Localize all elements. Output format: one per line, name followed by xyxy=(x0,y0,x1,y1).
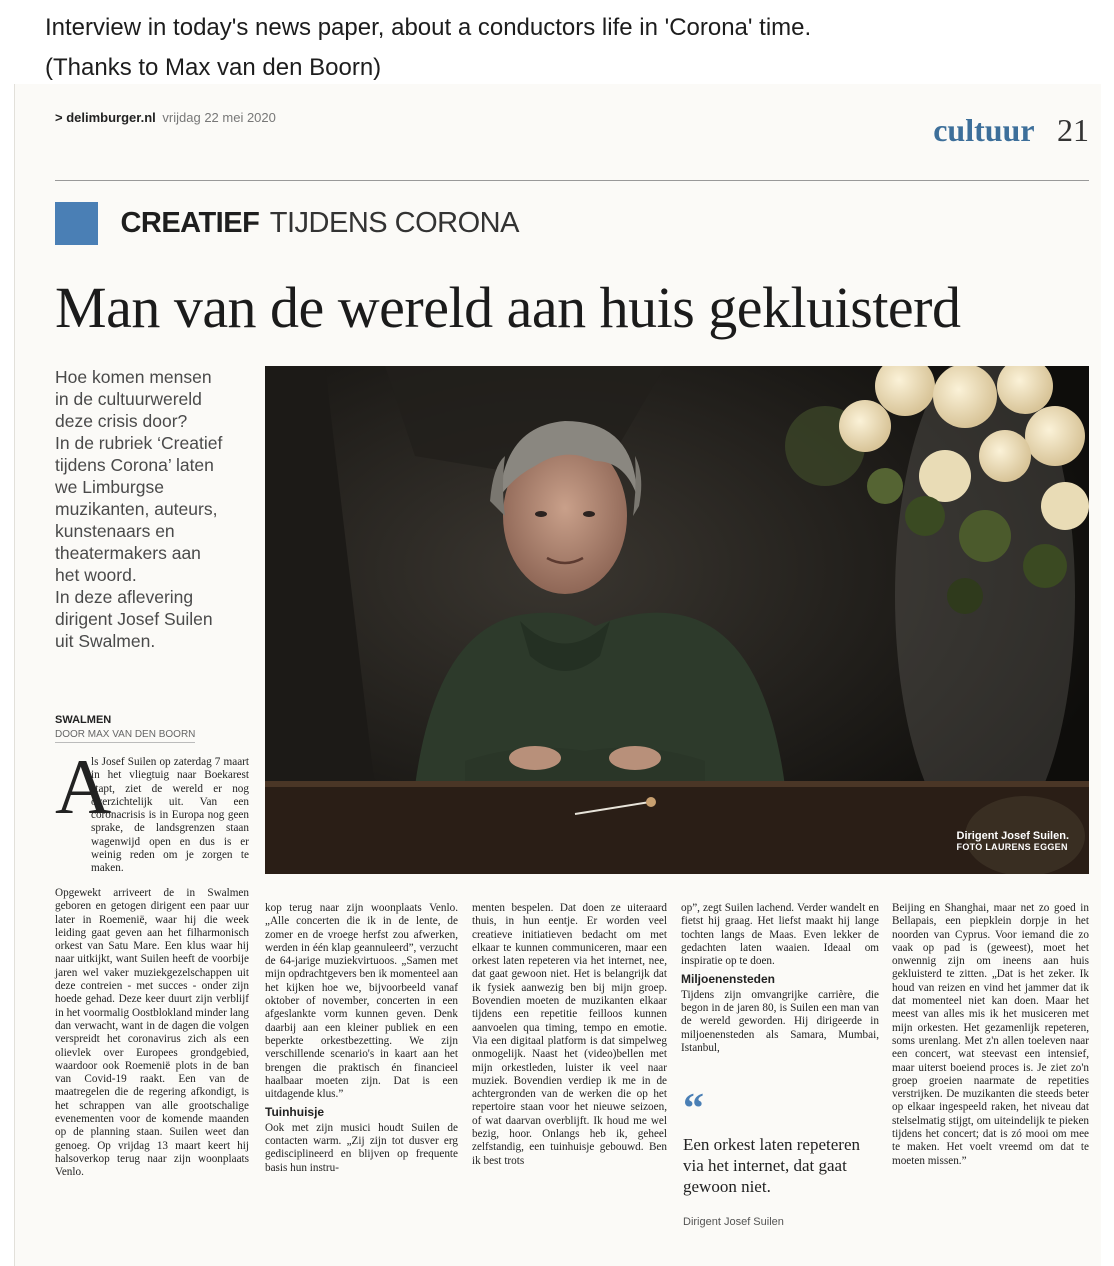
headline: Man van de wereld aan huis gekluisterd xyxy=(55,275,961,340)
masthead-divider xyxy=(55,180,1089,181)
rubric xyxy=(55,202,519,246)
article-column-1-top xyxy=(91,756,249,876)
article-photo xyxy=(265,366,1089,874)
intro-line: uit Swalmen. xyxy=(55,631,156,651)
rubric-square-icon xyxy=(55,202,98,245)
intro-line: tijdens Corona’ laten xyxy=(55,455,214,475)
pull-quote-attribution: Dirigent Josef Suilen xyxy=(683,1216,784,1228)
subheading-miljoenensteden: Miljoenensteden xyxy=(681,972,776,987)
post-text-line-1: Interview in today's news paper, about a conductors life in 'Corona' time. xyxy=(45,14,812,41)
paragraph: menten bespelen. Dat doen ze uiteraard thuis, in hun eentje. Er worden veel creatieve initiatieven bedacht om met elkaar te kunnen communiceren, maar een orkest laten repeteren via het internet, nee, dat gaat gewoon niet. Het is belangrijk dat ik fysiek aanwezig ben bij mijn groep. Bovendien moeten de muzikanten elkaar tijdens een repetitie feilloos kunnen aanvoelen qua timing, tempo en emotie. Via een digitaal platform is dat simpelweg onmogelijk. Naast het (video)bellen met mijn orkestleden, luister ik veel naar muziek. Bovendien verdiep ik me in de achtergronden van de werken die op het repertoire staan voor het nieuwe seizoen, of wat daarvan overblijft. Ik houd me wel bezig, hoor. Onlangs heb ik, geheel zelfstandig, een tuinhuisje gebouwd. Ben ik best trots xyxy=(472,902,667,1167)
drop-cap: A xyxy=(55,743,112,830)
masthead xyxy=(55,110,276,125)
paragraph: Ook met zijn musici houdt Suilen de contacten warm. „Zij zijn tot dusver erg gedisciplineerd en blijven op frequente basis hun instru- xyxy=(265,1121,458,1174)
article-column-3 xyxy=(472,902,667,1168)
rubric-bold: CREATIEF xyxy=(120,207,260,239)
paragraph: op”, zegt Suilen lachend. Verder wandelt en fietst hij graag. Het liefst maakt hij lange tochten langs de Maas. Even lekker de gedachten laten waaien. Ideaal om inspiratie op te doen. xyxy=(681,902,879,968)
paragraph: Tijdens zijn omvangrijke carrière, die begon in de jaren 80, is Suilen een man van de wereld geworden. Hij dirigeerde in miljoenensteden als Samara, Mumbai, Istanbul, xyxy=(681,988,879,1054)
intro-line: kunstenaars en xyxy=(55,521,175,541)
section-header xyxy=(933,112,1089,149)
paragraph: ls Josef Suilen op zaterdag 7 maart in het vliegtuig naar Boekarest stapt, ziet de wereld er nog overzichtelijk uit. Van een coronacrisis is in Europa nog geen sprake, de landsgrenzen staan wagenwijd open en dus is er weinig reden om je zorgen te maken. xyxy=(91,756,249,875)
post-header xyxy=(45,8,1095,88)
table-surface xyxy=(265,781,1089,874)
caption-text: Dirigent Josef Suilen. xyxy=(956,830,1069,842)
intro-line: deze crisis door? xyxy=(55,411,188,431)
intro-line: In deze aflevering xyxy=(55,587,194,607)
dateline: SWALMEN xyxy=(55,714,112,726)
intro-line: het woord. xyxy=(55,565,137,585)
byline: DOOR MAX VAN DEN BOORN xyxy=(55,729,195,743)
intro-line: Hoe komen mensen xyxy=(55,367,212,387)
paragraph: Beijing en Shanghai, maar net zo goed in Bellapais, een piepklein dorpje in het noorden van Cyprus. Voor iemand die zo vaak op pad is (geweest), moet het onwennig zijn om ineens aan huis gekluisterd te zitten. „Dat is het zeker. Ik houd van reizen en vind het jammer dat ik dat momenteel niet kan doen. Maar het meest van alles mis ik het musiceren met mijn orkesten. Het gezamenlijk repeteren, soms urenlang. Met z'n allen toeleven naar een concert, wat steevast een intensief, maar uiterst boeiend proces is. Je ziet zo'n groep groeien naarmate de repetities verstrijken. De muzikanten die steeds beter op elkaar ingespeeld raken, het niveau dat stelselmatig stijgt, om uiteindelijk te pieken tijdens het concert; dat is zó mooi om mee te maken. Het voelt vreemd om dat te moeten missen.” xyxy=(892,902,1089,1167)
pull-quote: Een orkest laten repeteren via het internet, dat gaat gewoon niet. xyxy=(683,1135,860,1196)
photo-caption xyxy=(957,830,1069,852)
intro-text xyxy=(55,366,255,652)
intro-line: in de cultuurwereld xyxy=(55,389,202,409)
subheading-tuinhuisje: Tuinhuisje xyxy=(265,1105,325,1120)
publication-date: vrijdag 22 mei 2020 xyxy=(162,110,276,125)
article-column-1 xyxy=(55,887,249,1180)
intro-line: we Limburgse xyxy=(55,477,164,497)
article-column-4 xyxy=(681,902,879,1055)
post-text-line-2: (Thanks to Max van den Boorn) xyxy=(45,54,382,81)
intro-line: dirigent Josef Suilen xyxy=(55,609,213,629)
article-column-2 xyxy=(265,902,458,1175)
quote-mark-icon: “ xyxy=(683,1086,704,1132)
newspaper-site: > delimburger.nl xyxy=(55,110,156,125)
intro-line: In de rubriek ‘Creatief xyxy=(55,433,223,453)
paragraph: Opgewekt arriveert de in Swalmen geboren en getogen dirigent een paar uur later in Roemenië, waar hij die week leiding gaat geven aan het filharmonisch orkest van Satu Mare. Een klus waar hij naar uitkijkt, want Suilen heeft de voorbije jaren wel vaker muziekgezelschappen uit deze contreien - met succes - onder zijn hoede gehad. Deze keer duurt zijn verblijf in het voormalig Oostblokland minder lang dan verwacht, want in de dagen die volgen verspreidt het coronavirus zich als een olievlek over Europees grondgebied, waardoor ook Roemenië plots in de ban van Covid-19 raakt. Een van de maatregelen die de regering afkondigt, is het schrappen van alle grootschalige evenementen voor de komende maanden op de planning staan. Suilen weet dan genoeg. Op vrijdag 13 maart keert hij halsoverkop terug naar zijn woonplaats Venlo. xyxy=(55,887,249,1179)
rubric-light: TIJDENS CORONA xyxy=(269,207,519,239)
intro-line: muzikanten, auteurs, xyxy=(55,499,218,519)
newspaper-page xyxy=(14,84,1101,1266)
article-column-5 xyxy=(892,902,1089,1168)
photo-credit: FOTO LAURENS EGGEN xyxy=(956,842,1068,852)
intro-line: theatermakers aan xyxy=(55,543,201,563)
page-number: 21 xyxy=(1057,112,1089,148)
conductor-portrait-image xyxy=(265,366,1089,874)
paragraph: kop terug naar zijn woonplaats Venlo. „Alle concerten die ik in de lente, de zomer en de vroege herfst zou afwerken, werden in één klap geannuleerd”, verzucht de 64-jarige muziekvirtuoos. „Samen met mijn opdrachtgevers ben ik momenteel aan het kijken hoe we, bijvoorbeeld vanaf oktober of november, concerten in een afgeslankte vorm kunnen geven. Denk daarbij aan een kleiner publiek en een beperkte orkestbezetting. We zijn verschillende scenario's in kaart aan het brengen die praktisch én financieel haalbaar moeten zijn. Dat is een uitdagende klus.” xyxy=(265,902,458,1101)
section-name: cultuur xyxy=(933,112,1035,148)
